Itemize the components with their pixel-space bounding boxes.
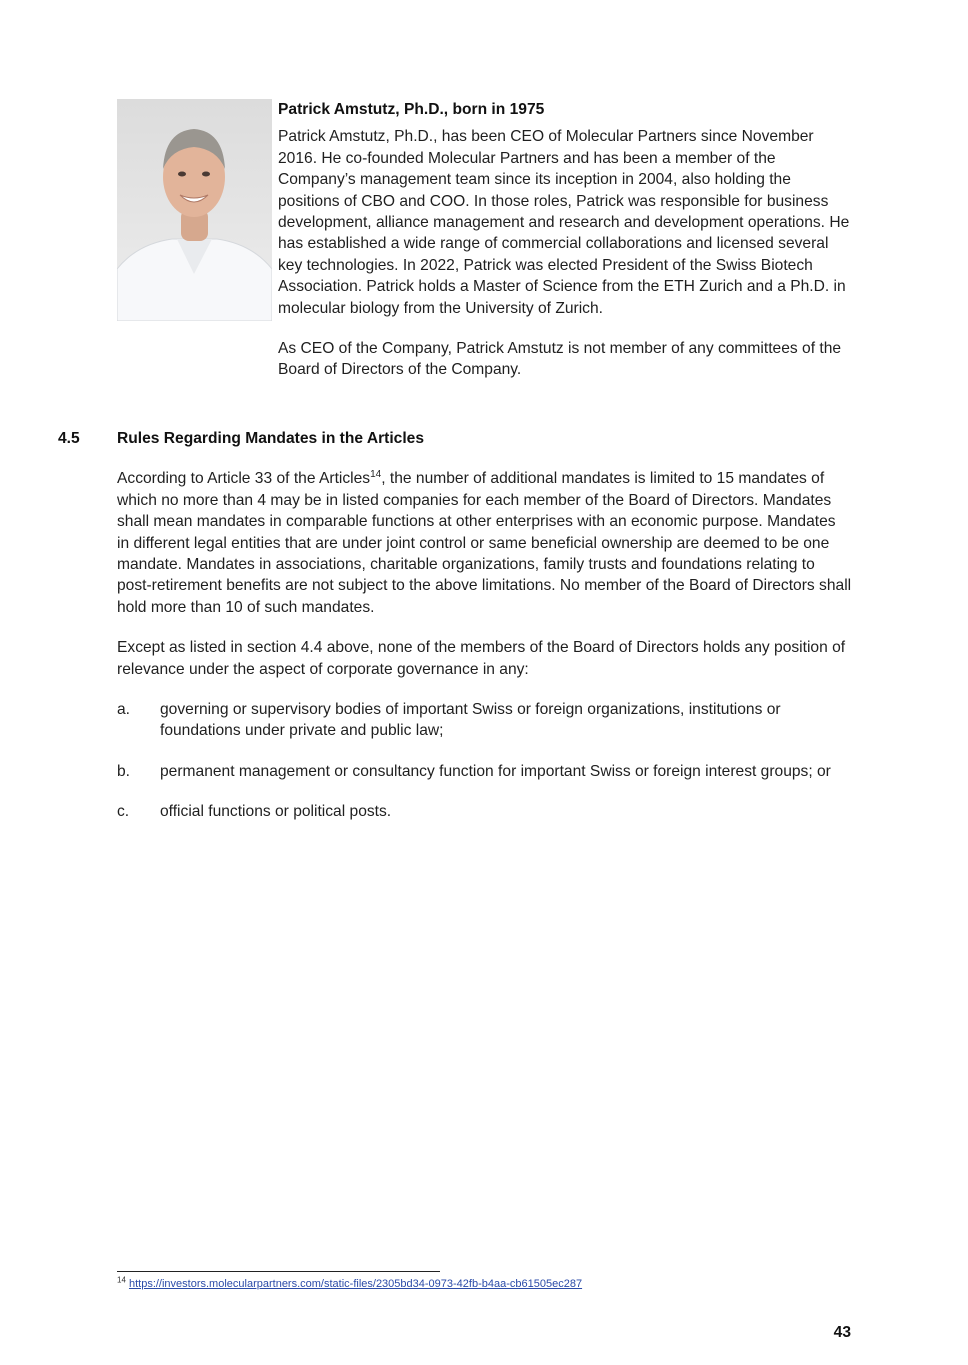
portrait-photo [117,99,272,321]
list-item-text: official functions or political posts. [160,803,392,821]
footnote-link[interactable]: https://investors.molecularpartners.com/static-files/2305bd34-0973-42fb-b4aa-cb61505ec287 [128,1278,583,1290]
section-4-5 [58,428,858,823]
footnote-divider [117,1271,440,1272]
section-number: 4.5 [58,430,80,447]
list-item [117,761,852,782]
mandates-text-lead: According to Article 33 of the Articles [117,470,371,488]
section-heading [58,428,858,449]
footnote-reference[interactable]: 14 [370,469,382,481]
mandates-text-rest: , the number of additional mandates is limited to 15 mandates of which no more than 4 may be in listed companies for each member of the Board of Directors. Mandates shall mean mandates in comparable functions at other enterprises with an economic purpose. Mandates in different legal entities that are under joint control or same beneficial ownership are deemed to be one mandate. Mandates in associations, charitable organizations, family trusts and foundations relating to post-retirement benefits are not subject to the above limitations. No member of the Board of Directors shall hold more than 10 of such mandates. [117,470,852,616]
list-marker: b. [117,762,131,780]
list-marker: c. [117,803,130,821]
footnote-number: 14 [117,1275,126,1285]
list-item [117,699,852,742]
profile-name-heading: Patrick Amstutz, Ph.D., born in 1975 [278,101,545,118]
section-title: Rules Regarding Mandates in the Articles [117,430,425,447]
profile-bio-paragraph: Patrick Amstutz, Ph.D., has been CEO of Molecular Partners since November 2016. He co-founded Molecular Partners and has been a member of the Company’s management team since its inception in 2004, also holding the positions of CBO and COO. In those roles, Patrick was responsible for business development, alliance management and research and development operations. He has established a wide range of commercial collaborations and licensed several key technologies. In 2022, Patrick was elected President of the Swiss Biotech Association. Patrick holds a Master of Science from the ETH Zurich and a Ph.D. in molecular biology from the University of Zurich. [278,128,850,317]
footnote [117,1275,583,1290]
mandates-paragraph [117,468,852,618]
list-item-text: permanent management or consultancy function for important Swiss or foreign interest groups; or [160,762,831,780]
positions-list [117,699,852,823]
page-number: 43 [833,1324,851,1341]
profile-block [278,99,853,381]
positions-paragraph: Except as listed in section 4.4 above, none of the members of the Board of Directors holds any position of relevance under the aspect of corporate governance in any: [117,639,846,678]
section-body [117,468,852,822]
list-item [117,801,852,822]
list-marker: a. [117,701,131,719]
list-item-text: governing or supervisory bodies of important Swiss or foreign organizations, institutions or foundations under private and public law; [160,701,781,740]
profile-committee-paragraph: As CEO of the Company, Patrick Amstutz is not member of any committees of the Board of Directors of the Company. [278,340,842,379]
